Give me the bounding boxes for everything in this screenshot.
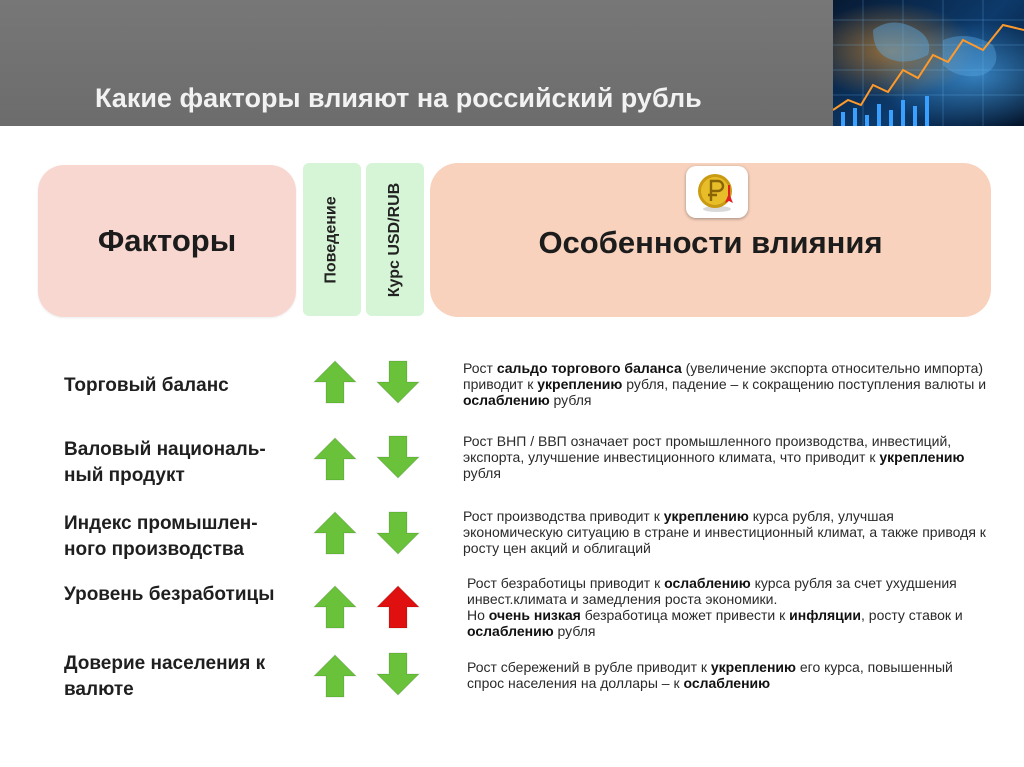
finance-chart-image [833,0,1024,126]
slide-title: Какие факторы влияют на российский рубль [95,83,702,113]
factor-description: Рост сбережений в рубле приводит к укреплению его курса, повышенный спрос населения на доллары – к ослаблению [467,659,953,691]
arrow-up-icon [311,435,359,483]
factor-description: Рост сальдо торгового баланса (увеличение экспорта относительно импорта) приводит к укреплению рубля, падение – к сокращению поступления валюты и ослаблению рубля [463,360,987,408]
arrow-down-icon [374,509,422,557]
factor-label: Торговый баланс [64,375,229,396]
arrow-down-icon [374,358,422,406]
arrow-up-red-icon [374,583,422,631]
factor-label: Индекс промышлен-ного производства [64,513,258,560]
arrow-up-icon [311,358,359,406]
features-header-label: Особенности влияния [538,225,883,260]
ruble-coin-icon [686,166,748,218]
factors-header [38,165,296,317]
behavior-column-label: Поведение [323,195,340,284]
arrow-up-icon [311,583,359,631]
arrow-down-icon [374,433,422,481]
rate-column-header [366,163,424,316]
factor-description: Рост безработицы приводит к ослаблению курса рубля за счет ухудшения инвест.климата и замедления роста экономики. Но очень низкая безработица может привести к инфляции, росту ставок и ослаблению рубля [467,575,963,639]
behavior-column-header [303,163,361,316]
arrow-up-icon [311,652,359,700]
factor-label: Доверие населения к валюте [64,653,266,700]
arrow-up-icon [311,509,359,557]
factor-description: Рост ВНП / ВВП означает рост промышленного производства, инвестиций, экспорта, улучшение инвестиционного климата, что приводит к укреплению рубля [463,433,965,481]
arrow-down-icon [374,650,422,698]
factors-header-label: Факторы [97,223,237,258]
factor-description: Рост производства приводит к укреплению курса рубля, улучшая экономическую ситуацию в стране и инвестиционный климат, а также приводя к росту цен акций и облигаций [463,508,986,556]
rate-column-label: Курс USD/RUB [386,182,403,297]
factor-label: Уровень безработицы [64,584,275,605]
factor-label: Валовый националь-ный продукт [64,439,266,486]
